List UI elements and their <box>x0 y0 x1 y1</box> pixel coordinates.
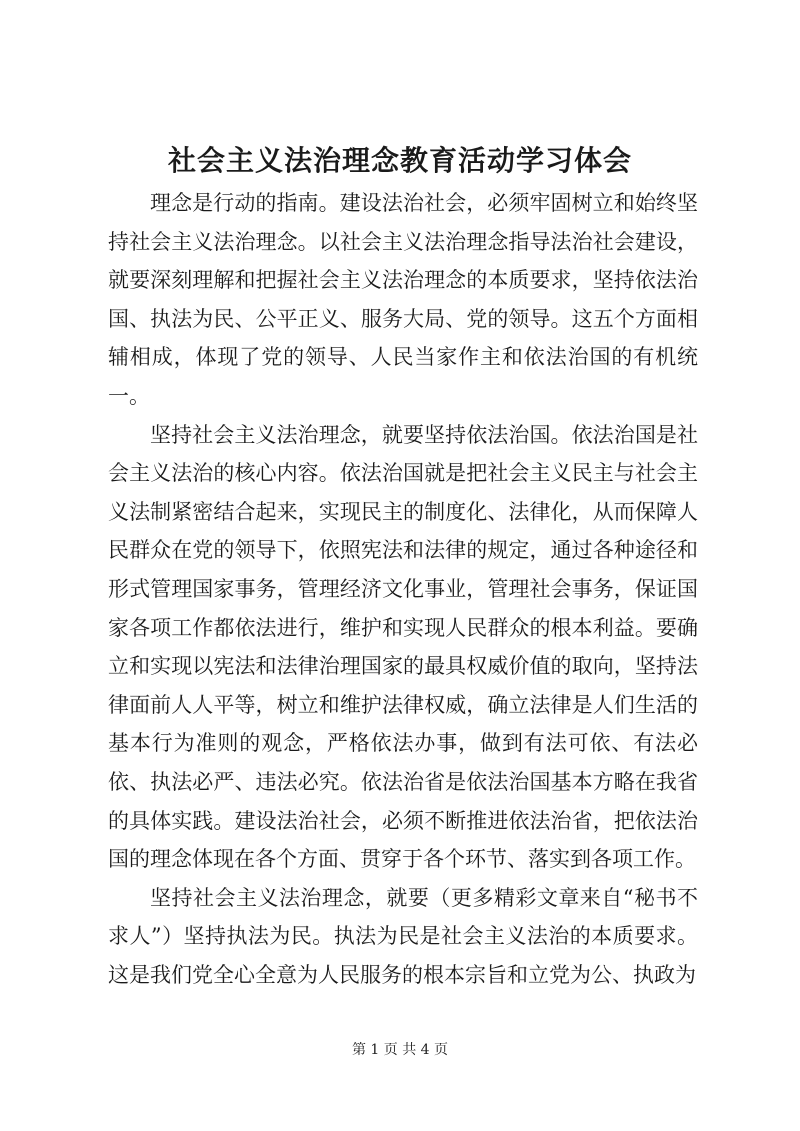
document-title: 社会主义法治理念教育活动学习体会 <box>167 144 632 177</box>
document-body <box>108 184 698 994</box>
paragraph-2: 坚持社会主义法治理念，就要坚持依法治国。依法治国是社会主义法治的核心内容。依法治国就是把社会主义民主与社会主义法制紧密结合起来，实现民主的制度化、法律化，从而保障人民群众在党的领导下，依照宪法和法律的规定，通过各种途径和形式管理国家事务，管理经济文化事业，管理社会事务，保证国家各项工作都依法进行，维护和实现人民群众的根本利益。要确立和实现以宪法和法律治理国家的最具权威价值的取向，坚持法律面前人人平等，树立和维护法律权威，确立法律是人们生活的基本行为准则的观念，严格依法办事，做到有法可依、有法必依、执法必严、违法必究。依法治省是依法治国基本方略在我省的具体实践。建设法治社会，必须不断推进依法治省，把依法治国的理念体现在各个方面、贯穿于各个环节、落实到各项工作。 <box>108 422 698 872</box>
page-number-footer: 第 1 页 共 4 页 <box>351 1042 449 1058</box>
paragraph-3: 坚持社会主义法治理念，就要（更多精彩文章来自“秘书不求人”）坚持执法为民。执法为民是社会主义法治的本质要求。这是我们党全心全意为人民服务的根本宗旨和立党为公、执政为 <box>108 885 698 987</box>
paragraph-1: 理念是行动的指南。建设法治社会，必须牢固树立和始终坚持社会主义法治理念。以社会主义法治理念指导法治社会建设，就要深刻理解和把握社会主义法治理念的本质要求，坚持依法治国、执法为民、公平正义、服务大局、党的领导。这五个方面相辅相成，体现了党的领导、人民当家作主和依法治国的有机统一。 <box>108 191 698 408</box>
